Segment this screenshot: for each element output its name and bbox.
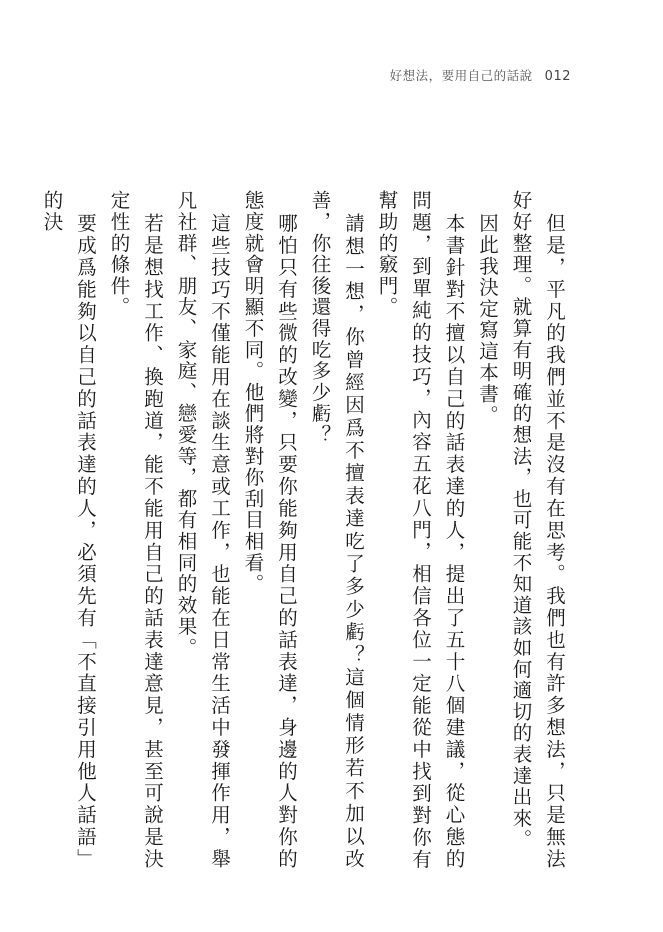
paragraph: 本書針對不擅以自己的話表達的人，提出了五十八個建議，從心態的問題，到單純的技巧，內容五花八門，相信各位一定能從中找到對你有幫助的竅門。 xyxy=(375,190,466,870)
running-title: 好想法，要用自己的話說 xyxy=(389,68,533,83)
page-number: 012 xyxy=(544,69,571,84)
paragraph: 要成爲能夠以自己的話表達的人，必須先有「不直接引用他人話語」的決 xyxy=(40,190,97,870)
paragraph: 請想一想，你曾經因爲不擅表達吃了多少虧？這個情形若不加以改善，你往後還得吃多少虧？ xyxy=(308,190,365,870)
paragraph: 若是想找工作、換跑道，能不能用自己的話表達意見，甚至可說是決定性的條件。 xyxy=(107,190,164,870)
paragraph: 但是，平凡的我們並不是沒有在思考。我們也有許多想法，只是無法好好整理。就算有明確的想法，也可能不知道該如何適切的表達出來。 xyxy=(509,190,566,870)
paragraph: 因此我決定寫這本書。 xyxy=(476,213,499,427)
paragraph: 哪怕只有些微的改變，只要你能夠用自己的話表達，身邊的人對你的態度就會明顯不同。他們將對你刮目相看。 xyxy=(241,190,298,870)
paragraph: 這些技巧不僅能用在談生意或工作，也能在日常生活中發揮作用，舉凡社群、朋友、家庭、戀愛等，都有相同的效果。 xyxy=(174,190,231,870)
body-text xyxy=(35,190,571,870)
running-header xyxy=(390,66,571,84)
